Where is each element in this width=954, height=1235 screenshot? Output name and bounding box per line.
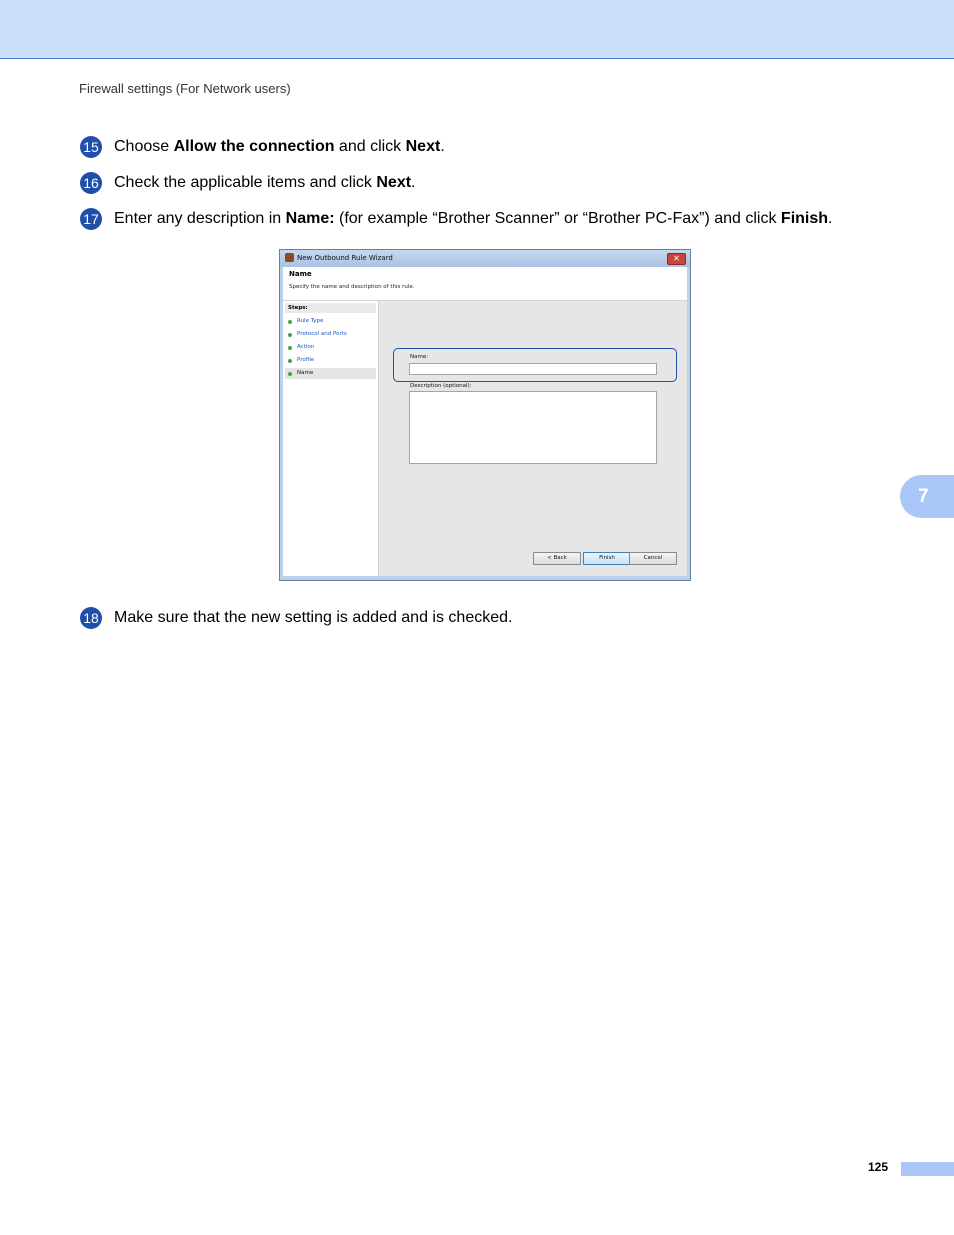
top-header-band [0,0,954,59]
finish-button[interactable]: Finish [583,552,631,565]
step-number-icon: 15 [80,136,102,158]
step-done-icon [288,359,292,363]
step-text: Enter any description in Name: (for example “Brother Scanner” or “Brother PC-Fax”) and click Finish. [114,210,833,227]
step-item-protocol-and-ports[interactable]: Protocol and Ports [285,329,376,340]
step-done-icon [288,333,292,337]
wizard-page-description: Specify the name and description of this rule. [289,284,415,290]
step-text: Make sure that the new setting is added and is checked. [114,609,513,626]
wizard-title: New Outbound Rule Wizard [297,254,393,262]
step-number-icon: 18 [80,607,102,629]
description-input[interactable] [409,391,657,464]
wizard-steps-panel [283,301,379,576]
chapter-tab: 7 [900,475,954,518]
step-item-action[interactable]: Action [285,342,376,353]
description-label: Description (optional): [410,383,472,389]
name-input[interactable] [409,363,657,375]
steps-label: Steps: [285,303,376,313]
section-header: Firewall settings (For Network users) [79,81,291,96]
step-number-icon: 16 [80,172,102,194]
step-item-rule-type[interactable]: Rule Type [285,316,376,327]
step-number-icon: 17 [80,208,102,230]
step-done-icon [288,320,292,324]
cancel-button[interactable]: Cancel [629,552,677,565]
wizard-page-title: Name [289,270,312,278]
step-current-icon [288,372,292,376]
step-item-profile[interactable]: Profile [285,355,376,366]
back-button[interactable]: < Back [533,552,581,565]
step-text: Check the applicable items and click Next. [114,174,416,191]
outbound-rule-wizard-window [279,249,691,581]
page-number: 125 [868,1160,889,1174]
wizard-titlebar [280,250,690,267]
step-item-name[interactable]: Name [285,368,376,379]
step-text: Choose Allow the connection and click Next. [114,138,445,155]
close-icon[interactable]: ✕ [667,253,686,265]
firewall-app-icon [285,253,294,262]
step-done-icon [288,346,292,350]
name-label: Name: [410,354,429,360]
wizard-body [283,301,687,576]
wizard-page-header [283,267,687,301]
page-number-bar [901,1162,954,1176]
